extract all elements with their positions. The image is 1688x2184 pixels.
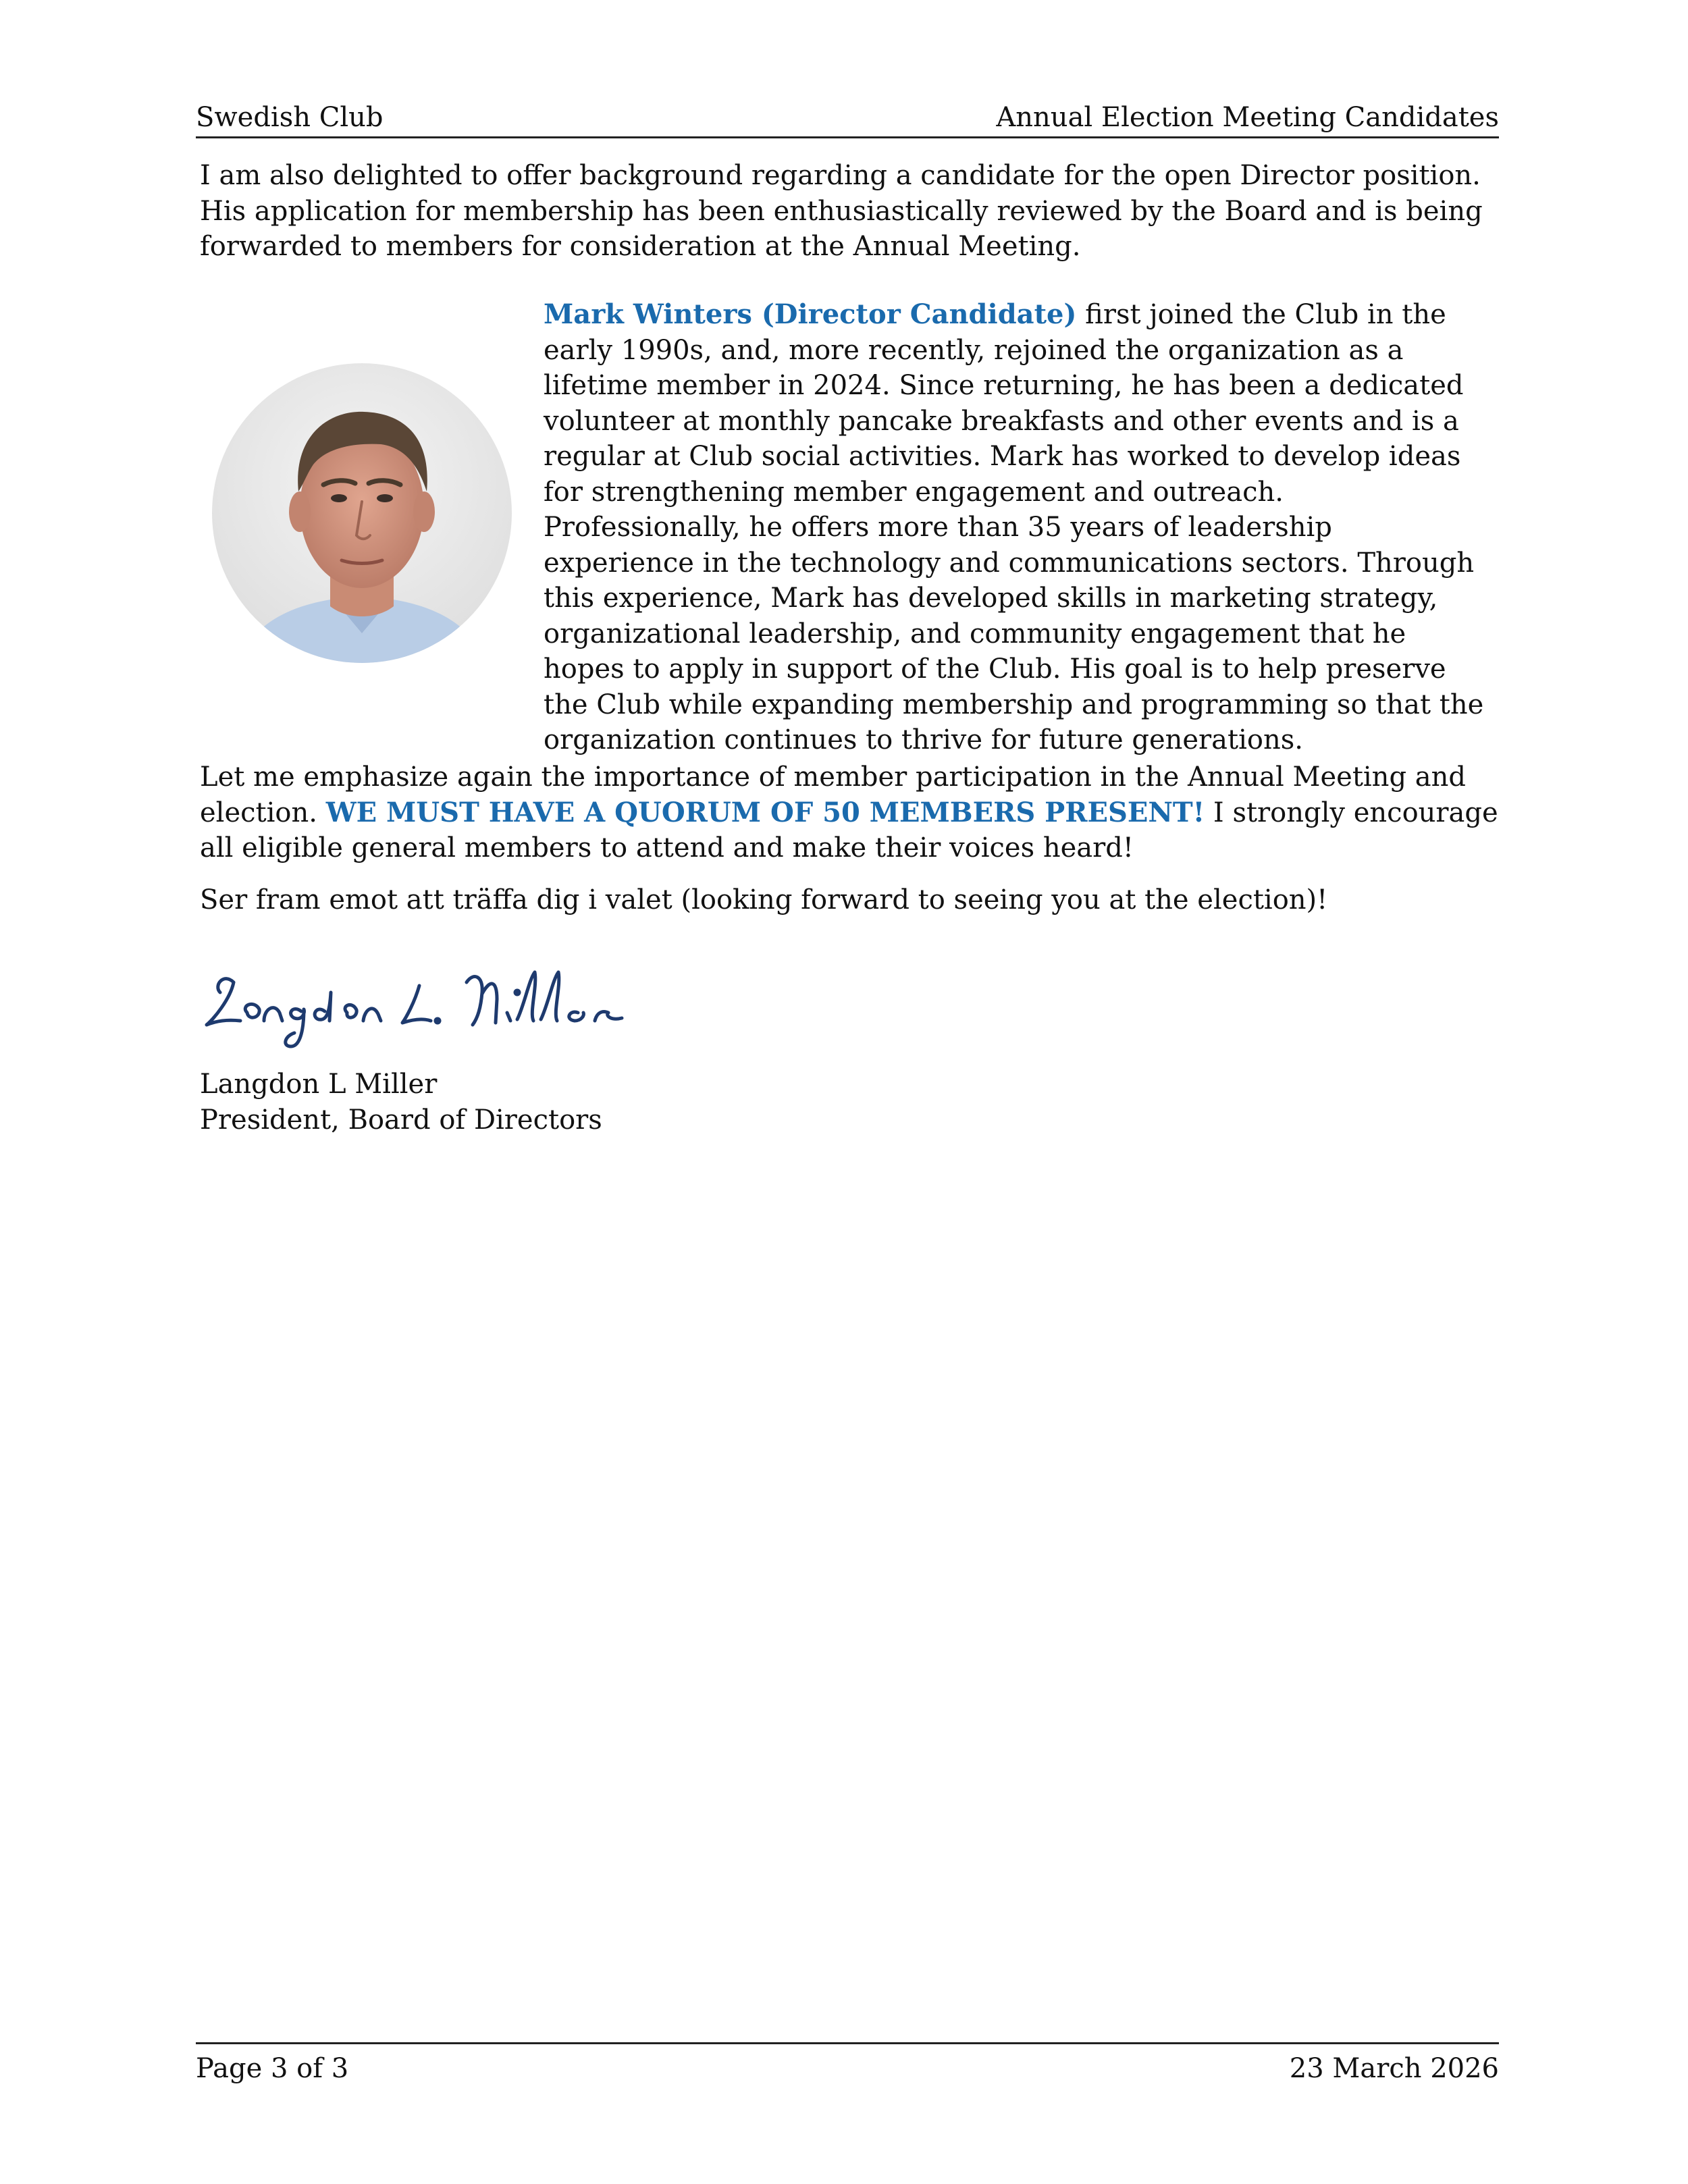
candidate-bio	[544, 297, 1489, 758]
quorum-highlight: WE MUST HAVE A QUORUM OF 50 MEMBERS PRESENT!	[325, 796, 1205, 828]
signature-block	[200, 1067, 602, 1138]
header-org-name: Swedish Club	[196, 102, 384, 133]
quorum-paragraph	[200, 760, 1499, 866]
footer-page-number: Page 3 of 3	[196, 2053, 349, 2084]
candidate-bio-text: first joined the Club in the early 1990s, and, more recently, rejoined the organization as a lifetime member in 2024. Since returning, he has been a dedicated volunteer at monthly pancake breakfasts and other events and is a regular at Club social activities. Mark has worked to develop ideas for strengthening member engagement and outreach. Professionally, he offers more than 35 years of leadership experience in the technology and communications sectors. Through this experience, Mark has developed skills in marketing strategy, organizational leadership, and community engagement that he hopes to apply in support of the Club. His goal is to help preserve the Club while expanding membership and programming so that the organization continues to thrive for future generations.	[544, 299, 1484, 755]
candidate-name: Mark Winters (Director Candidate)	[544, 298, 1077, 330]
candidate-photo	[212, 363, 512, 663]
header-document-title: Annual Election Meeting Candidates	[996, 102, 1499, 133]
signer-title: President, Board of Directors	[200, 1104, 602, 1136]
quorum-text-before: Let me emphasize again the importance of member participation in the Annual Meeting and election.	[200, 762, 1466, 828]
page-header	[196, 96, 1499, 138]
handwritten-signature	[200, 945, 659, 1053]
signer-name: Langdon L Miller	[200, 1069, 438, 1100]
closing-line: Ser fram emot att träffa dig i valet (looking forward to seeing you at the election)!	[200, 884, 1328, 915]
quorum-text-after: I strongly encourage all eligible general members to attend and make their voices heard!	[200, 797, 1498, 863]
candidate-section	[200, 297, 1499, 755]
intro-paragraph: I am also delighted to offer background regarding a candidate for the open Director position. His application for membership has been enthusiastically reviewed by the Board and is being forwarded to members for consideration at the Annual Meeting.	[200, 160, 1483, 262]
footer-date: 23 March 2026	[1289, 2053, 1499, 2084]
page-footer	[196, 2042, 1499, 2094]
